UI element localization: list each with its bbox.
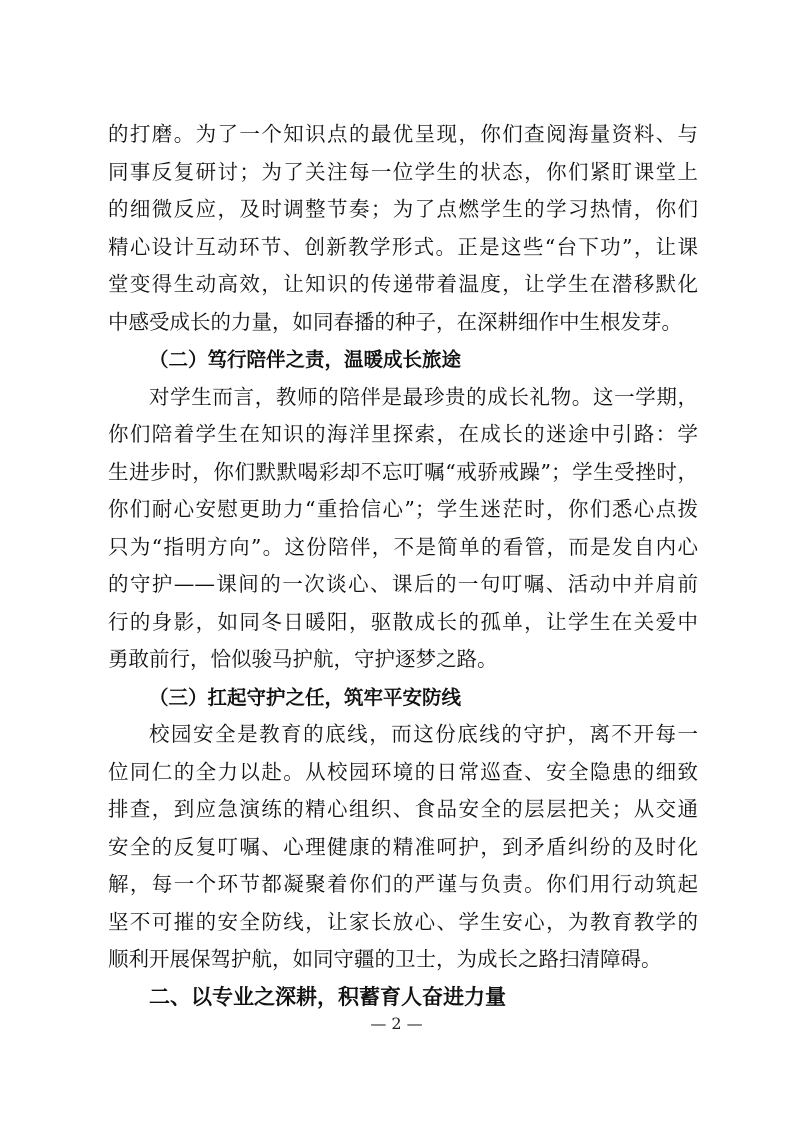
paragraph-line: 同事反复研讨；为了关注每一位学生的状态，你们紧盯课堂上 — [108, 159, 698, 184]
section-subheading: （二）笃行陪伴之责，温暖成长旅途 — [149, 348, 462, 371]
paragraph-line: 对学生而言，教师的陪伴是最珍贵的成长礼物。这一学期， — [149, 384, 698, 409]
paragraph-line: 精心设计互动环节、创新教学形式。正是这些“台下功”，让课 — [108, 234, 698, 259]
paragraph — [108, 379, 698, 679]
document-body — [108, 116, 698, 1016]
paragraph-line: 的打磨。为了一个知识点的最优呈现，你们查阅海量资料、与 — [108, 122, 698, 146]
paragraph-line: 安全的反复叮嘱、心理健康的精准呵护，到矛盾纠纷的及时化 — [108, 834, 698, 859]
paragraph-line: 中感受成长的力量，如同春播的种子，在深耕细作中生根发芽。 — [108, 309, 682, 334]
paragraph-line: 行的身影，如同冬日暖阳，驱散成长的孤单，让学生在关爱中 — [108, 609, 698, 634]
paragraph-line: 排查，到应急演练的精心组织、食品安全的层层把关；从交通 — [108, 797, 698, 821]
paragraph-line: 你们陪着学生在知识的海洋里探索，在成长的迷途中引路：学 — [108, 422, 698, 446]
paragraph-line: 勇敢前行，恰似骏马护航，守护逐梦之路。 — [108, 647, 498, 671]
paragraph-line: 只为“指明方向”。这份陪伴，不是简单的看管，而是发自内心 — [108, 534, 698, 559]
section-subheading: （三）扛起守护之任，筑牢平安防线 — [149, 685, 462, 709]
paragraph-line: 生进步时，你们默默喝彩却不忘叮嘱“戒骄戒躁”；学生受挫时， — [108, 459, 698, 484]
paragraph-line: 你们耐心安慰更助力“重拾信心”；学生迷茫时，你们悉心点拨 — [108, 497, 698, 521]
paragraph-line: 校园安全是教育的底线，而这份底线的守护，离不开每一 — [149, 722, 698, 746]
section-heading: 二、以专业之深耕，积蓄育人奋进力量 — [149, 984, 506, 1009]
paragraph — [108, 716, 698, 979]
paragraph-line: 顺利开展保驾护航，如同守疆的卫士，为成长之路扫清障碍。 — [108, 947, 662, 971]
paragraph — [108, 116, 698, 341]
page-number: — 2 — — [370, 1014, 423, 1033]
paragraph-line: 解，每一个环节都凝聚着你们的严谨与负责。你们用行动筑起 — [108, 872, 698, 896]
paragraph-line: 堂变得生动高效，让知识的传递带着温度，让学生在潜移默化 — [108, 272, 698, 296]
paragraph-line: 坚不可摧的安全防线，让家长放心、学生安心，为教育教学的 — [108, 909, 698, 934]
paragraph-line: 的守护——课间的一次谈心、课后的一句叮嘱、活动中并肩前 — [108, 572, 698, 596]
paragraph-line: 位同仁的全力以赴。从校园环境的日常巡查、安全隐患的细致 — [108, 759, 698, 784]
paragraph-line: 的细微反应，及时调整节奏；为了点燃学生的学习热情，你们 — [108, 197, 698, 221]
